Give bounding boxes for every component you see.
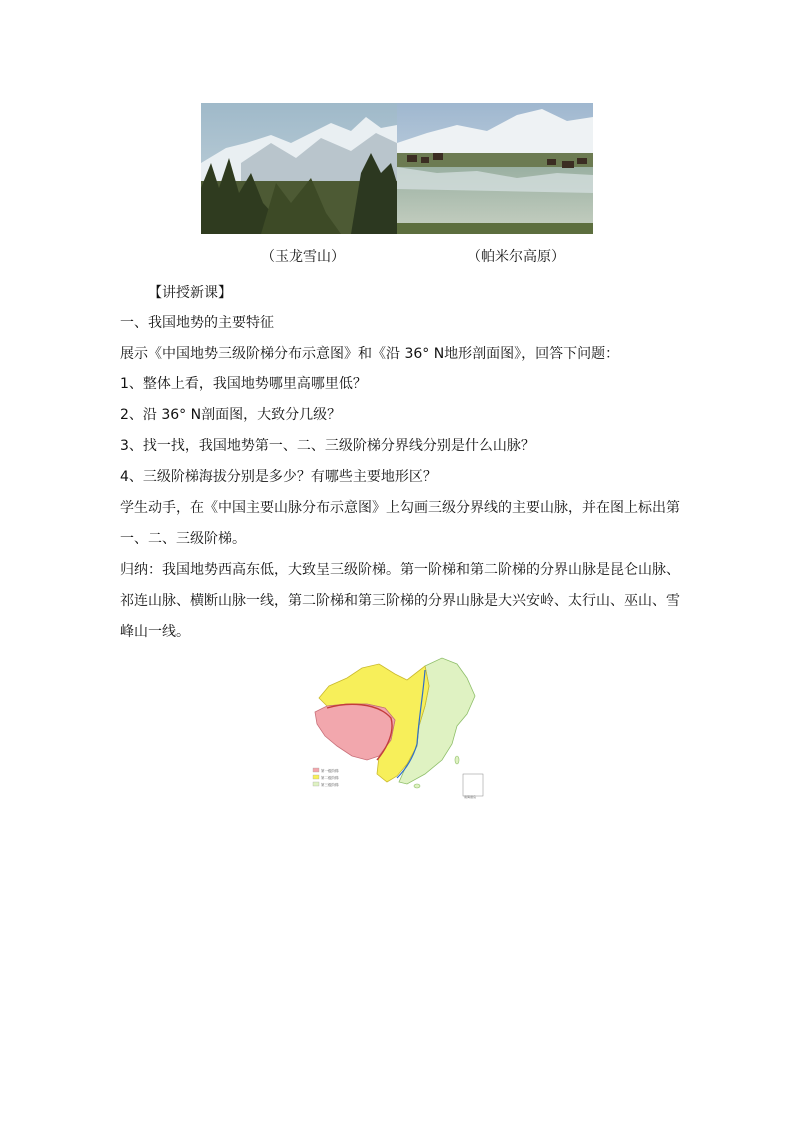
photo-caption-pamir: （帕米尔高原） bbox=[467, 249, 565, 265]
section-heading: 一、我国地势的主要特征 bbox=[120, 315, 274, 331]
summary-line-1: 归纳：我国地势西高东低，大致呈三级阶梯。第一阶梯和第二阶梯的分界山脉是昆仑山脉、 bbox=[120, 562, 680, 578]
china-terrain-steps-map bbox=[307, 656, 487, 800]
legend-step3: 第三级阶梯 bbox=[321, 783, 339, 787]
legend-step2: 第二级阶梯 bbox=[321, 776, 339, 780]
intro-text: 展示《中国地势三级阶梯分布示意图》和《沿 36° N地形剖面图》，回答下问题： bbox=[120, 346, 620, 362]
question-1: 1、整体上看，我国地势哪里高哪里低？ bbox=[120, 376, 367, 392]
activity-line-2: 一、二、三级阶梯。 bbox=[120, 531, 246, 547]
summary-line-2: 祁连山脉、横断山脉一线，第二阶梯和第三阶梯的分界山脉是大兴安岭、太行山、巫山、雪 bbox=[120, 593, 680, 609]
photo-pamir-plateau bbox=[397, 103, 593, 234]
section-label: 【讲授新课】 bbox=[148, 285, 232, 301]
map-legend bbox=[313, 768, 339, 787]
question-2: 2、沿 36° N剖面图，大致分几级？ bbox=[120, 407, 342, 423]
legend-step1: 第一级阶梯 bbox=[321, 769, 339, 773]
summary-line-3: 峰山一线。 bbox=[120, 624, 190, 640]
activity-line-1: 学生动手，在《中国主要山脉分布示意图》上勾画三级分界线的主要山脉，并在图上标出第 bbox=[120, 500, 680, 516]
question-4: 4、三级阶梯海拔分别是多少？有哪些主要地形区？ bbox=[120, 469, 437, 485]
map-inset-note: 南海诸岛 bbox=[464, 795, 477, 799]
photo-yulong-snow-mountain bbox=[201, 103, 397, 234]
question-3: 3、找一找，我国地势第一、二、三级阶梯分界线分别是什么山脉？ bbox=[120, 438, 535, 454]
photo-caption-yulong: （玉龙雪山） bbox=[261, 249, 345, 265]
